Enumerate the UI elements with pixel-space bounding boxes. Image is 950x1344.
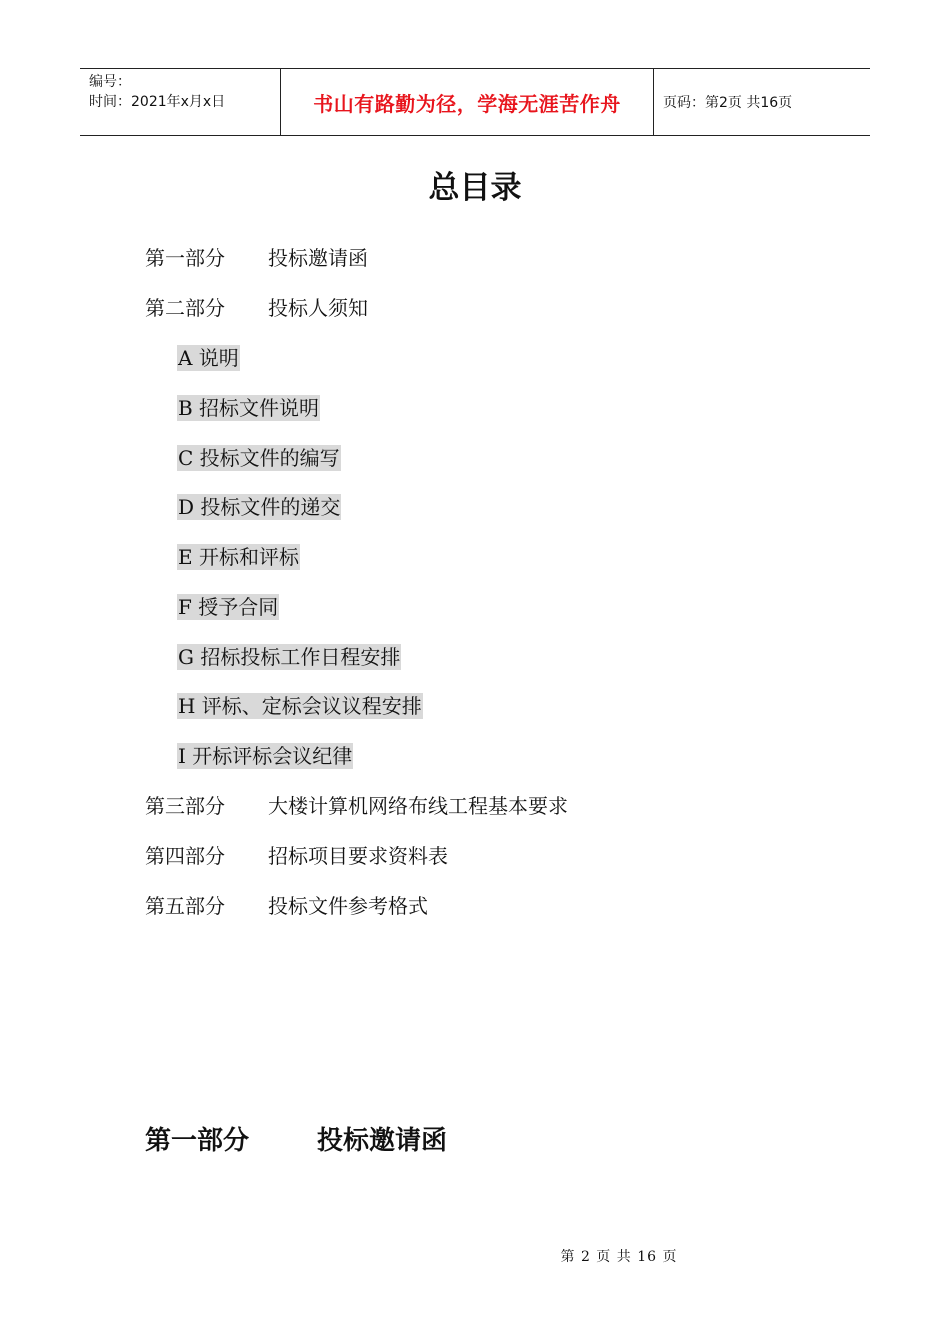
toc-part-title: 投标文件参考格式 [268,894,428,918]
toc-part-2 [145,295,368,321]
toc-title: 总目录 [428,170,522,206]
toc-part-number: 第一部分 [145,246,225,270]
toc-part-1 [145,245,368,271]
page-footer: 第 2 页 共 16 页 [560,1249,678,1265]
toc-part-4 [145,843,448,869]
header-motto: 书山有路勤为径，学海无涯苦作舟 [281,69,654,135]
toc-part-number: 第三部分 [145,794,225,818]
toc-subitem-d: D 投标文件的递交 [178,495,341,519]
page-header [80,68,870,136]
doc-number-label: 编号： [89,74,131,90]
toc-part-number: 第五部分 [145,894,225,918]
toc-part-title: 招标项目要求资料表 [268,844,448,868]
toc-subitem-f: F 授予合同 [178,595,279,619]
section-number: 第一部分 [145,1126,250,1156]
toc-subitem-a: A 说明 [178,346,239,370]
toc-part-5 [145,893,428,919]
toc-part-3 [145,793,568,819]
toc-part-title: 投标人须知 [268,296,368,320]
section-heading [145,1120,447,1157]
toc-subitem-i: I 开标评标会议纪律 [178,744,353,768]
toc-subitem-g: G 招标投标工作日程安排 [178,645,401,669]
toc-subitem-b: B 招标文件说明 [178,396,320,420]
toc-part-number: 第二部分 [145,296,225,320]
section-title: 投标邀请函 [317,1126,448,1156]
toc-subitem-c: C 投标文件的编写 [178,446,340,470]
toc-part-title: 大楼计算机网络布线工程基本要求 [268,794,568,818]
toc-subitem-h: H 评标、定标会议议程安排 [178,694,422,718]
doc-date-label: 时间：2021年x月x日 [89,94,226,110]
toc-subitem-e: E 开标和评标 [178,545,299,569]
toc-part-title: 投标邀请函 [268,246,368,270]
header-meta-cell [80,69,281,135]
toc-part-number: 第四部分 [145,844,225,868]
header-page-info: 页码：第2页 共16页 [663,95,793,111]
